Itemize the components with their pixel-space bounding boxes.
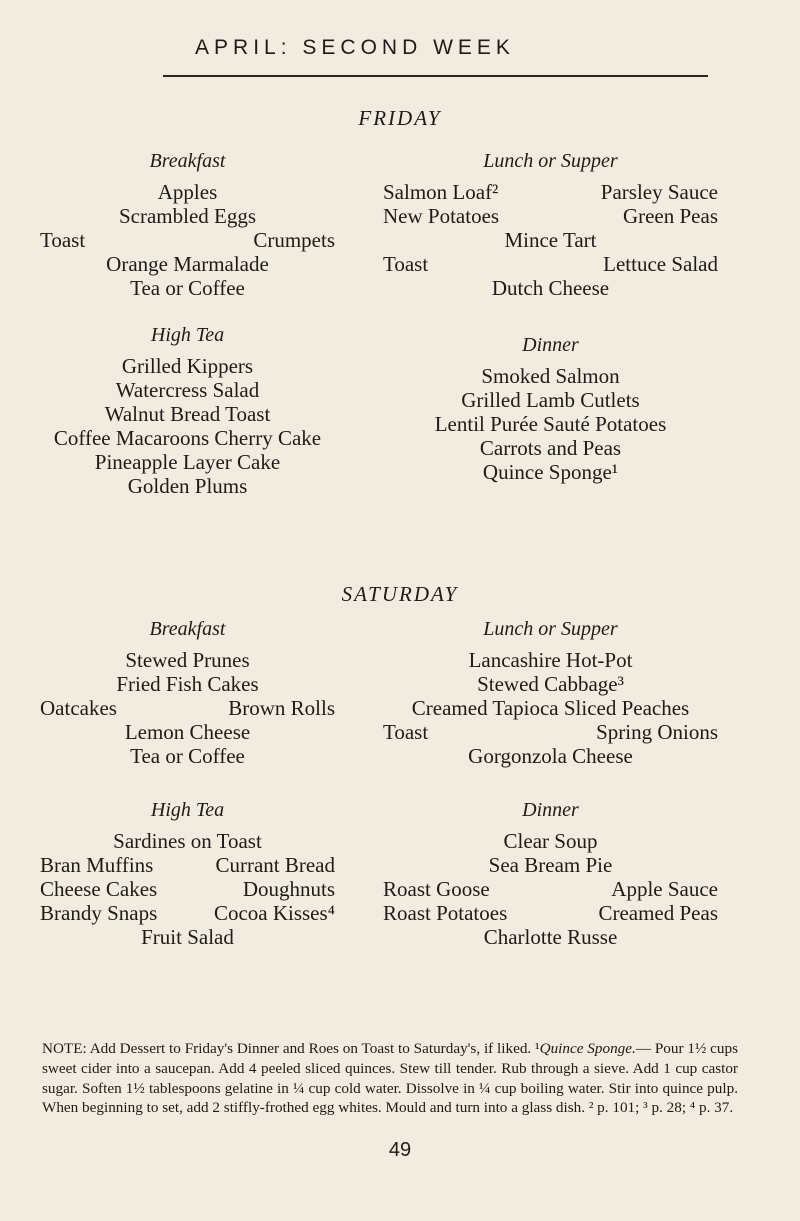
menu-item-part: Oatcakes	[40, 696, 117, 720]
page-number: 49	[388, 1139, 412, 1161]
menu-item: Charlotte Russe	[483, 925, 618, 949]
menu-item	[383, 204, 718, 228]
saturday-dinner	[383, 797, 718, 949]
menu-item	[40, 228, 335, 252]
menu-item: Grilled Lamb Cutlets	[461, 388, 640, 412]
menu-item	[383, 901, 718, 925]
menu-item: Grilled Kippers	[121, 354, 254, 378]
menu-item: Smoked Salmon	[481, 364, 620, 388]
saturday-title: SATURDAY	[341, 582, 459, 606]
menu-item: Quince Sponge¹	[482, 460, 619, 484]
meal-heading: Lunch or Supper	[483, 150, 618, 172]
meal-heading: Breakfast	[149, 150, 226, 172]
menu-item: Tea or Coffee	[130, 276, 245, 300]
meal-heading: High Tea	[150, 799, 225, 821]
menu-item-part: Green Peas	[622, 204, 718, 228]
menu-item	[40, 853, 335, 877]
menu-item-part: Cheese Cakes	[40, 877, 158, 901]
friday-high-tea	[40, 322, 335, 498]
menu-item: Apples	[157, 180, 218, 204]
menu-item-part: New Potatoes	[383, 204, 500, 228]
note-text: NOTE: Add Dessert to Friday's Dinner and Roes on Toast to Saturday's, if liked.	[42, 1040, 532, 1057]
menu-item-part: Toast	[383, 720, 429, 744]
friday-lunch	[383, 148, 718, 300]
menu-item-part: Cocoa Kisses⁴	[213, 901, 335, 925]
friday-title: FRIDAY	[358, 106, 442, 130]
menu-item: Clear Soup	[503, 829, 598, 853]
menu-item-part: Toast	[40, 228, 86, 252]
menu-item	[383, 252, 718, 276]
menu-item-part: Brandy Snaps	[40, 901, 158, 925]
meal-heading: Breakfast	[149, 618, 226, 640]
menu-item-part: Doughnuts	[242, 877, 335, 901]
menu-item-part: Roast Goose	[383, 877, 490, 901]
menu-item: Walnut Bread Toast	[104, 402, 271, 426]
menu-item: Lancashire Hot-Pot	[468, 648, 633, 672]
menu-item: Creamed Tapioca Sliced Peaches	[411, 696, 690, 720]
meal-heading: High Tea	[150, 324, 225, 346]
saturday-high-tea	[40, 797, 335, 949]
menu-item	[383, 877, 718, 901]
recipe-text: — Pour 1½ cups sweet cider into a saucepan. Add 4 peeled sliced quinces. Stew till tender. Rub through a sieve. Add 1 cup castor sugar. Soften 1½ tablespoons gelatine in ¼ cup cold water. Dissolve in ¼ cup boiling water. Stir into quince pulp. When beginning to set, add 2 stiffly-frothed egg whites. Mould and turn into a glass dish.	[42, 1040, 738, 1117]
menu-item: Gorgonzola Cheese	[468, 744, 633, 768]
menu-item: Pineapple Layer Cake	[94, 450, 281, 474]
menu-item	[40, 696, 335, 720]
menu-item-part: Crumpets	[253, 228, 335, 252]
menu-item: Lentil Purée Sauté Potatoes	[434, 412, 667, 436]
heading-rule	[163, 75, 708, 77]
menu-item	[383, 180, 718, 204]
menu-item: Lemon Cheese	[124, 720, 251, 744]
recipe-title: Quince Sponge.	[539, 1040, 636, 1057]
menu-item: Carrots and Peas	[479, 436, 622, 460]
menu-item: Dutch Cheese	[491, 276, 610, 300]
saturday-lunch	[383, 616, 718, 768]
saturday-breakfast	[40, 616, 335, 768]
menu-item: Golden Plums	[127, 474, 248, 498]
menu-item-part: Bran Muffins	[40, 853, 154, 877]
footnote-marker: ¹	[535, 1040, 540, 1057]
menu-item: Mince Tart	[504, 228, 597, 252]
friday-dinner	[383, 332, 718, 484]
menu-item-part: Spring Onions	[596, 720, 718, 744]
menu-item-part: Apple Sauce	[611, 877, 718, 901]
menu-item-part: Creamed Peas	[598, 901, 718, 925]
menu-item: Fried Fish Cakes	[116, 672, 259, 696]
meal-heading: Lunch or Supper	[483, 618, 618, 640]
menu-item-part: Lettuce Salad	[603, 252, 718, 276]
footnote	[42, 1039, 738, 1118]
menu-item: Stewed Prunes	[125, 648, 250, 672]
menu-item	[40, 877, 335, 901]
menu-item	[383, 720, 718, 744]
menu-item: Sea Bream Pie	[488, 853, 613, 877]
menu-item: Tea or Coffee	[130, 744, 245, 768]
menu-item: Orange Marmalade	[106, 252, 269, 276]
page-heading: APRIL: SECOND WEEK	[195, 36, 515, 59]
menu-item: Sardines on Toast	[113, 829, 262, 853]
menu-item: Stewed Cabbage³	[477, 672, 624, 696]
page-references: ² p. 101; ³ p. 28; ⁴ p. 37.	[588, 1099, 734, 1117]
menu-item-part: Brown Rolls	[228, 696, 335, 720]
menu-item	[40, 901, 335, 925]
menu-item: Scrambled Eggs	[118, 204, 257, 228]
menu-item-part: Salmon Loaf²	[383, 180, 499, 204]
menu-item-part: Parsley Sauce	[600, 180, 718, 204]
friday-breakfast	[40, 148, 335, 300]
menu-item-part: Currant Bread	[215, 853, 335, 877]
menu-item-part: Toast	[383, 252, 429, 276]
menu-item: Fruit Salad	[141, 925, 234, 949]
menu-item: Coffee Macaroons Cherry Cake	[53, 426, 322, 450]
menu-item-part: Roast Potatoes	[383, 901, 508, 925]
meal-heading: Dinner	[522, 334, 579, 356]
menu-item: Watercress Salad	[115, 378, 260, 402]
meal-heading: Dinner	[522, 799, 579, 821]
